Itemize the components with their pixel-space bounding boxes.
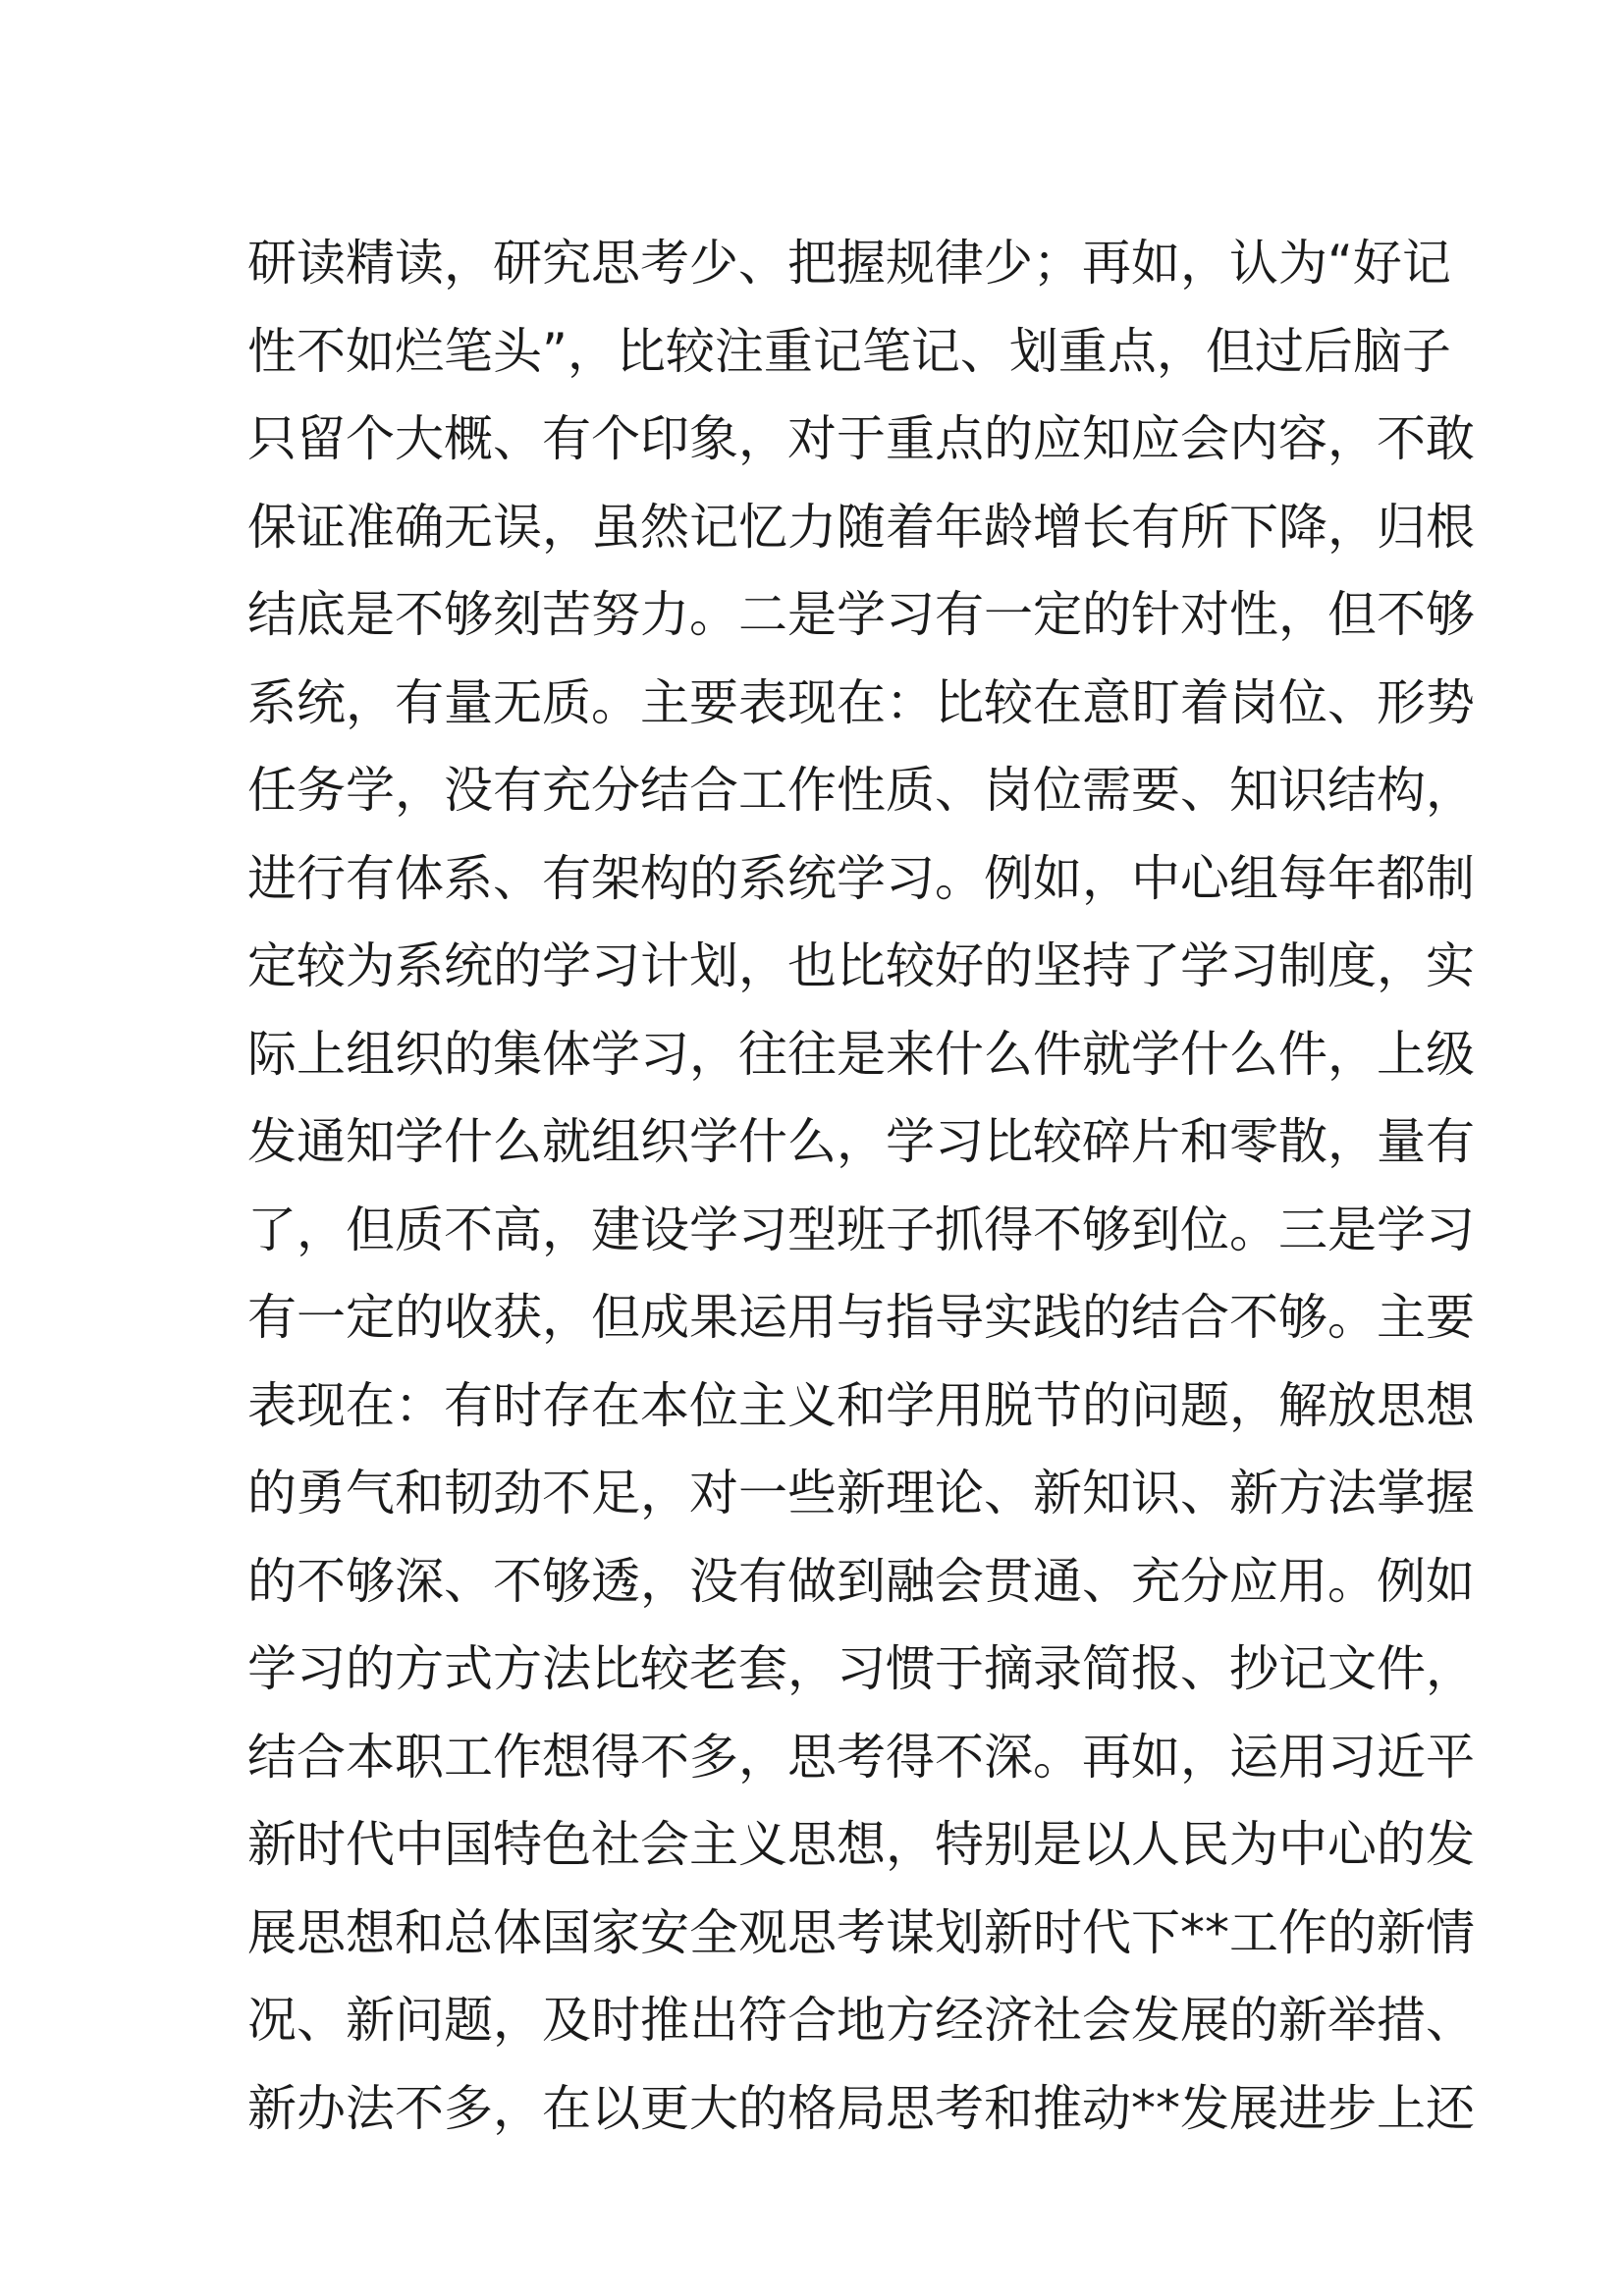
text-line: 学习的方式方法比较老套，习惯于摘录简报、抄记文件， [247, 1640, 1475, 1697]
text-line: 际上组织的集体学习，往往是来什么件就学什么件，上级 [247, 1025, 1475, 1083]
body-paragraph [247, 220, 1475, 2153]
text-line: 新办法不多，在以更大的格局思考和推动**发展进步上还 [247, 2079, 1475, 2137]
text-line: 况、新问题，及时推出符合地方经济社会发展的新举措、 [247, 1992, 1475, 2049]
text-line: 了，但质不高，建设学习型班子抓得不够到位。三是学习 [247, 1201, 1475, 1258]
text-line: 的不够深、不够透，没有做到融会贯通、充分应用。例如 [247, 1552, 1475, 1610]
text-line: 性不如烂笔头”，比较注重记笔记、划重点，但过后脑子 [247, 322, 1451, 380]
text-line: 发通知学什么就组织学什么，学习比较碎片和零散，量有 [247, 1113, 1475, 1170]
text-line: 系统，有量无质。主要表现在：比较在意盯着岗位、形势 [247, 673, 1475, 731]
text-line: 结合本职工作想得不多，思考得不深。再如，运用习近平 [247, 1728, 1475, 1786]
text-line: 研读精读，研究思考少、把握规律少；再如，认为“好记 [247, 235, 1451, 292]
text-line: 进行有体系、有架构的系统学习。例如，中心组每年都制 [247, 849, 1475, 907]
text-line: 展思想和总体国家安全观思考谋划新时代下**工作的新情 [247, 1903, 1475, 1961]
text-line: 任务学，没有充分结合工作性质、岗位需要、知识结构， [247, 762, 1475, 819]
text-line: 保证准确无误，虽然记忆力随着年龄增长有所下降，归根 [247, 498, 1475, 556]
text-line: 结底是不够刻苦努力。二是学习有一定的针对性，但不够 [247, 586, 1475, 643]
text-line: 有一定的收获，但成果运用与指导实践的结合不够。主要 [247, 1289, 1475, 1346]
text-line: 的勇气和韧劲不足，对一些新理论、新知识、新方法掌握 [247, 1465, 1475, 1522]
text-line: 新时代中国特色社会主义思想，特别是以人民为中心的发 [247, 1816, 1475, 1873]
text-line: 定较为系统的学习计划，也比较好的坚持了学习制度，实 [247, 937, 1475, 994]
text-line: 只留个大概、有个印象，对于重点的应知应会内容，不敢 [247, 410, 1475, 467]
text-line: 表现在：有时存在本位主义和学用脱节的问题，解放思想 [247, 1376, 1475, 1434]
